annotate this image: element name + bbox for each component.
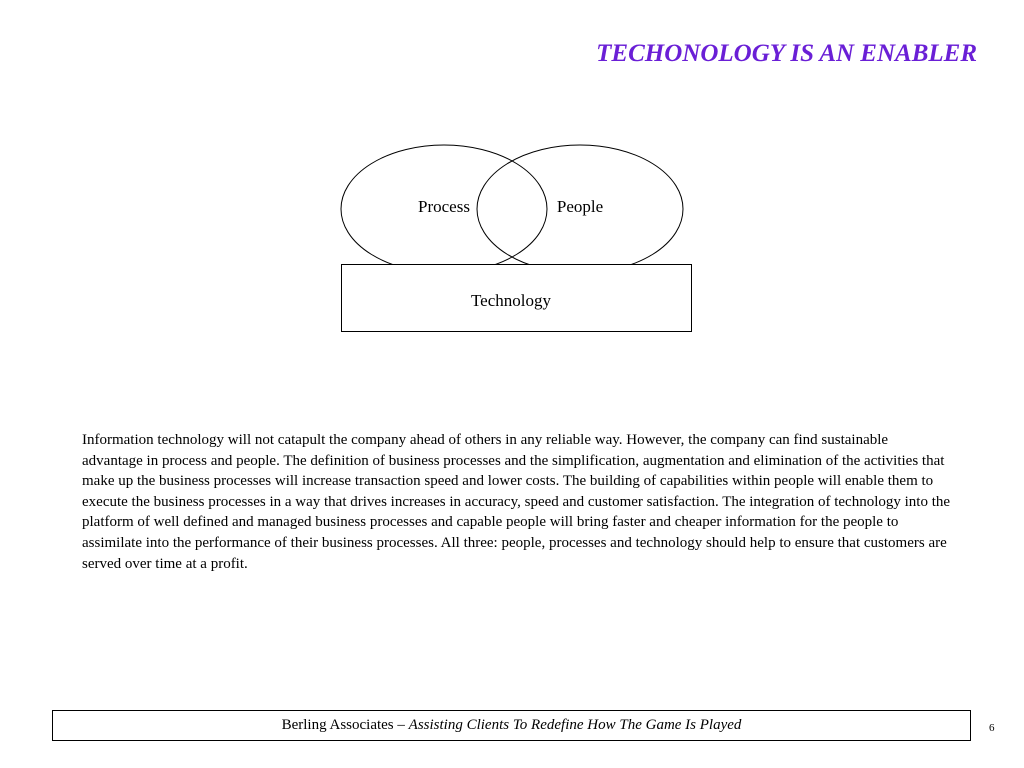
footer bbox=[52, 710, 971, 741]
technology-label: Technology bbox=[470, 291, 552, 310]
footer-tagline: Assisting Clients To Redefine How The Game Is Played bbox=[408, 717, 742, 733]
process-label: Process bbox=[418, 197, 470, 216]
slide-title: TECHONOLOGY IS AN ENABLER bbox=[596, 40, 977, 67]
footer-separator: – bbox=[393, 717, 409, 733]
people-label: People bbox=[556, 197, 604, 216]
body-paragraph: Information technology will not catapult the company ahead of others in any reliable way. However, the company can find sustainable advantage in process and people. The definition of business processes and the simplification, augmentation and elimination of the activities that make up the business processes will increase transaction speed and lower costs. The building of capabilities within people will enable them to execute the business processes in a way that drives increases in accuracy, speed and customer satisfaction. The integration of technology into the platform of well defined and managed business processes and capable people will bring faster and cheaper information for the people to assimilate into the performance of their business processes. All three: people, processes and technology should help to ensure that customers are served over time at a profit. bbox=[82, 432, 951, 572]
page-number: 6 bbox=[989, 722, 995, 734]
footer-company: Berling Associates bbox=[281, 717, 394, 733]
